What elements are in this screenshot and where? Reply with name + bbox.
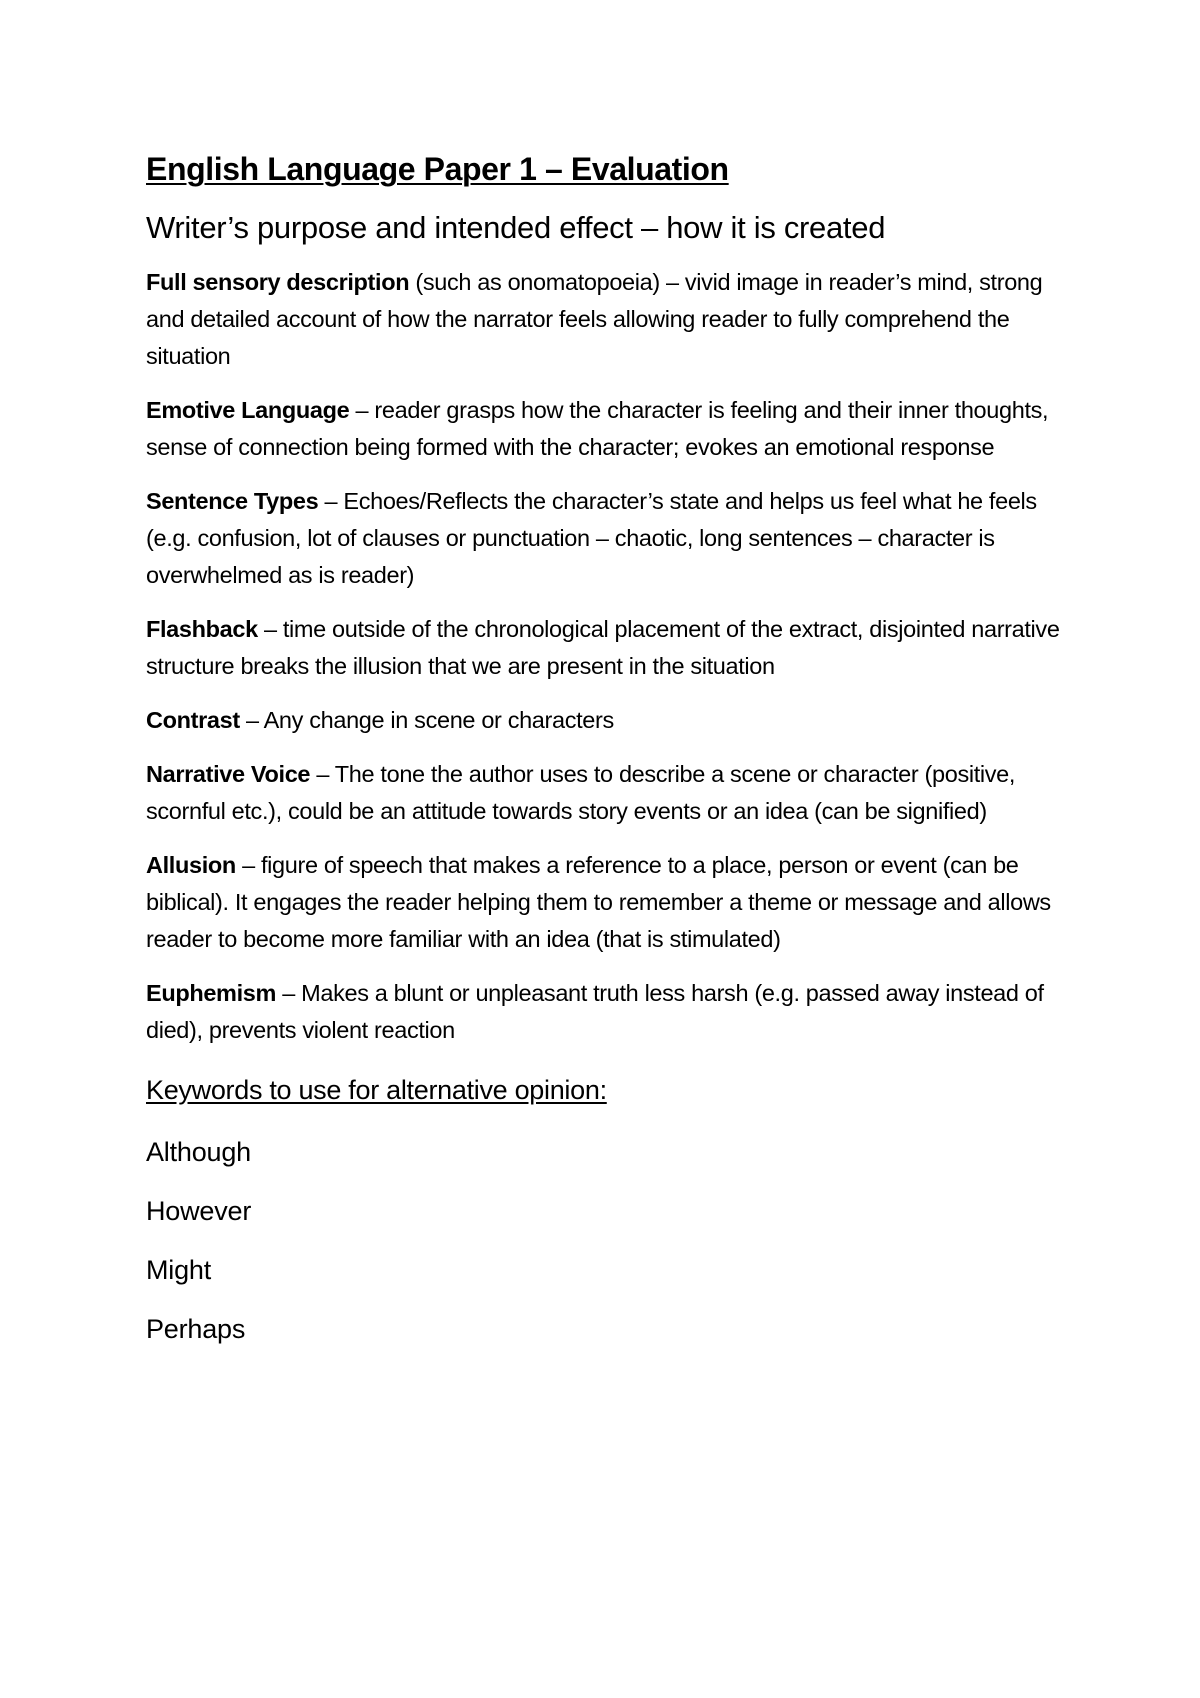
definition-term: Narrative Voice [146,761,311,787]
definition-text: – The tone the author uses to describe a scene or character (positive, scornful etc.), could be an attitude towards story events or an idea (can be signified) [146,761,1016,824]
definition-text: – time outside of the chronological placement of the extract, disjointed narrative structure breaks the illusion that we are present in the situation [146,616,1060,679]
definition-text: – Makes a blunt or unpleasant truth less harsh (e.g. passed away instead of died), prevents violent reaction [146,980,1044,1043]
definition-term: Contrast [146,707,240,733]
definition-term: Sentence Types [146,488,319,514]
definition-item [146,483,1066,594]
definition-list [146,264,1066,1049]
keyword-item: Might [146,1255,212,1285]
definition-item [146,264,1066,375]
definition-item [146,847,1066,958]
definition-item [146,392,1066,466]
definition-text: – figure of speech that makes a reference to a place, person or event (can be biblical). It engages the reader helping them to remember a theme or message and allows reader to become more familiar with an idea (that is stimulated) [146,852,1051,952]
definition-term: Full sensory description [146,269,410,295]
definition-term: Flashback [146,616,258,642]
definition-term: Euphemism [146,980,277,1006]
keyword-item: Perhaps [146,1314,246,1344]
definition-item [146,975,1066,1049]
definition-text: – reader grasps how the character is feeling and their inner thoughts, sense of connection being formed with the character; evokes an emotional response [146,397,1049,460]
definition-item [146,756,1066,830]
definition-item [146,702,1066,739]
keywords-heading: Keywords to use for alternative opinion: [146,1075,607,1105]
definition-text: – Echoes/Reflects the character’s state and helps us feel what he feels (e.g. confusion, lot of clauses or punctuation – chaotic, long sentences – character is overwhelmed as is reader) [146,488,1037,588]
definition-term: Emotive Language [146,397,350,423]
keyword-list [146,1133,1066,1348]
definition-text: (such as onomatopoeia) – vivid image in reader’s mind, strong and detailed account of how the narrator feels allowing reader to fully comprehend the situation [146,269,1043,369]
keyword-item: However [146,1196,252,1226]
definition-text: – Any change in scene or characters [239,707,614,733]
document-title: English Language Paper 1 – Evaluation [146,151,729,187]
definition-term: Allusion [146,852,236,878]
document-page [146,148,1066,1369]
definition-item [146,611,1066,685]
document-subtitle: Writer’s purpose and intended effect – how it is created [146,210,886,245]
keyword-item: Although [146,1137,251,1167]
